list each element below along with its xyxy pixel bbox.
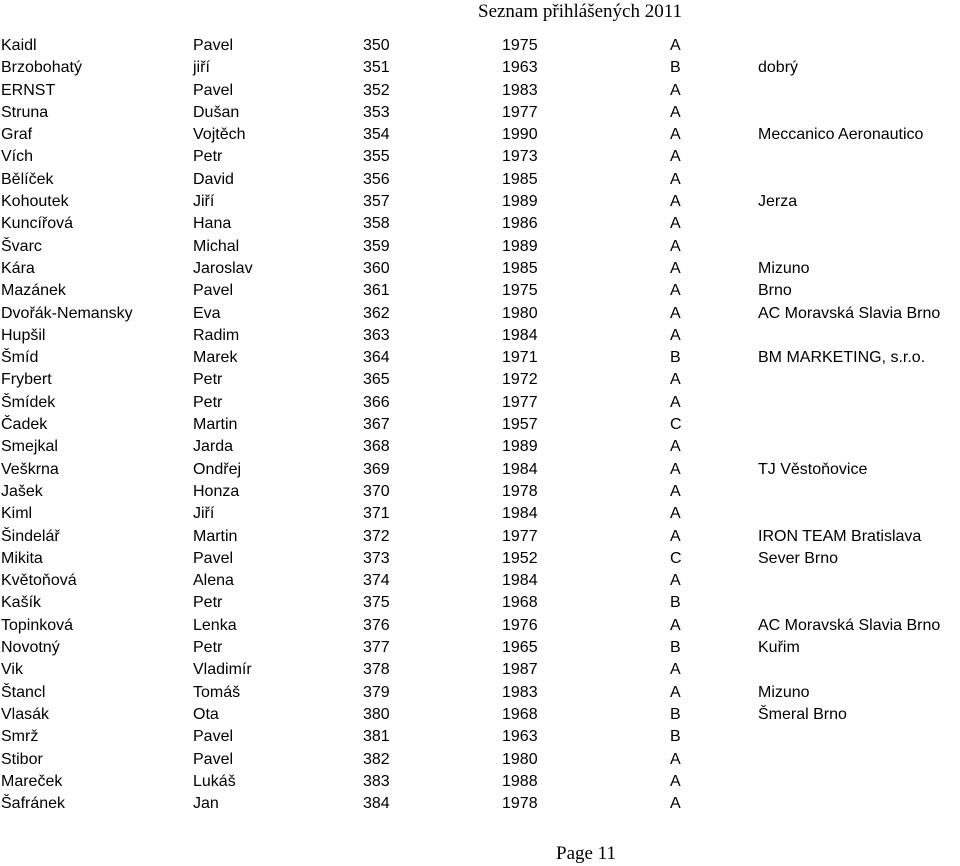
start-number-cell: 366 (363, 393, 390, 411)
category-cell: A (670, 527, 681, 545)
category-cell: A (670, 304, 681, 322)
first-name-cell: Dušan (193, 103, 240, 121)
surname-cell: Mareček (1, 772, 63, 790)
birth-year-cell: 1989 (502, 193, 538, 211)
start-number-cell: 350 (363, 37, 390, 54)
surname-cell: Šindelář (1, 527, 60, 545)
surname-cell: Kuncířová (1, 215, 74, 233)
start-number-cell: 370 (363, 482, 390, 500)
category-cell: A (670, 193, 681, 211)
start-number-cell: 361 (363, 282, 390, 300)
category-cell: C (670, 416, 682, 434)
club-cell: Kuřim (758, 639, 800, 657)
club-cell: Mizuno (758, 683, 810, 701)
table-row (0, 459, 960, 481)
surname-cell: Stibor (1, 750, 43, 768)
club-cell: Sever Brno (758, 549, 839, 567)
birth-year-cell: 1988 (502, 772, 538, 790)
club-cell: dobrý (758, 59, 799, 77)
first-name-cell: Pavel (193, 750, 234, 768)
table-row (0, 704, 960, 726)
category-cell: B (670, 639, 681, 657)
birth-year-cell: 1978 (502, 482, 538, 500)
surname-cell: Veškrna (1, 460, 59, 478)
surname-cell: Vích (1, 148, 34, 166)
start-number-cell: 369 (363, 460, 390, 478)
surname-cell: Dvořák-Nemansky (1, 304, 133, 322)
page-title: Seznam přihlášených 2011 (478, 1, 683, 22)
table-row (0, 637, 960, 659)
surname-cell: Květoňová (1, 572, 77, 590)
club-cell: Šmeral Brno (758, 705, 847, 723)
birth-year-cell: 1987 (502, 661, 538, 679)
start-number-cell: 380 (363, 705, 390, 723)
table-row (0, 236, 960, 258)
surname-cell: Šmídek (1, 393, 56, 411)
club-cell: IRON TEAM Bratislava (758, 527, 922, 545)
category-cell: A (670, 81, 681, 99)
start-number-cell: 365 (363, 371, 390, 389)
first-name-cell: Alena (193, 572, 234, 590)
table-row (0, 102, 960, 124)
start-number-cell: 356 (363, 170, 390, 188)
club-cell: Brno (758, 282, 792, 300)
start-number-cell: 373 (363, 549, 390, 567)
table-row (0, 392, 960, 414)
birth-year-cell: 1977 (502, 527, 538, 545)
start-number-cell: 357 (363, 193, 390, 211)
category-cell: A (670, 215, 681, 233)
start-number-cell: 377 (363, 639, 390, 657)
category-cell: A (670, 393, 681, 411)
table-row (0, 57, 960, 79)
surname-cell: ERNST (1, 81, 56, 99)
birth-year-cell: 1977 (502, 393, 538, 411)
start-number-cell: 359 (363, 237, 390, 255)
category-cell: A (670, 572, 681, 590)
table-row (0, 347, 960, 369)
surname-cell: Kašík (1, 594, 42, 612)
start-number-cell: 351 (363, 59, 390, 77)
first-name-cell: Petr (193, 639, 223, 657)
start-number-cell: 383 (363, 772, 390, 790)
birth-year-cell: 1986 (502, 215, 538, 233)
category-cell: A (670, 103, 681, 121)
table-row (0, 213, 960, 235)
start-number-cell: 368 (363, 438, 390, 456)
category-cell: A (670, 616, 681, 634)
birth-year-cell: 1968 (502, 594, 538, 612)
birth-year-cell: 1980 (502, 304, 538, 322)
category-cell: A (670, 126, 681, 144)
start-number-cell: 379 (363, 683, 390, 701)
table-row (0, 503, 960, 525)
category-cell: B (670, 349, 681, 367)
first-name-cell: Pavel (193, 282, 234, 300)
surname-cell: Čadek (1, 416, 48, 434)
birth-year-cell: 1972 (502, 371, 538, 389)
club-cell: Jerza (758, 193, 798, 211)
surname-cell: Bělíček (1, 170, 54, 188)
first-name-cell: Lenka (193, 616, 237, 634)
surname-cell: Topinková (1, 616, 74, 634)
birth-year-cell: 1963 (502, 59, 538, 77)
start-number-cell: 354 (363, 126, 390, 144)
table-row (0, 369, 960, 391)
birth-year-cell: 1985 (502, 170, 538, 188)
start-number-cell: 374 (363, 572, 390, 590)
table-row (0, 793, 960, 815)
birth-year-cell: 1984 (502, 460, 538, 478)
birth-year-cell: 1980 (502, 750, 538, 768)
table-row (0, 726, 960, 748)
first-name-cell: Pavel (193, 37, 234, 54)
first-name-cell: Petr (193, 393, 223, 411)
birth-year-cell: 1971 (502, 349, 538, 367)
table-row (0, 169, 960, 191)
club-cell: Meccanico Aeronautico (758, 126, 924, 144)
category-cell: A (670, 795, 681, 813)
page-number: Page 11 (556, 843, 616, 864)
first-name-cell: Lukáš (193, 772, 236, 790)
birth-year-cell: 1985 (502, 259, 538, 277)
category-cell: B (670, 728, 681, 746)
birth-year-cell: 1990 (502, 126, 538, 144)
birth-year-cell: 1957 (502, 416, 538, 434)
start-number-cell: 364 (363, 349, 390, 367)
start-number-cell: 372 (363, 527, 390, 545)
category-cell: A (670, 170, 681, 188)
start-number-cell: 367 (363, 416, 390, 434)
start-number-cell: 363 (363, 326, 390, 344)
surname-cell: Graf (1, 126, 33, 144)
table-row (0, 570, 960, 592)
category-cell: A (670, 661, 681, 679)
surname-cell: Hupšil (1, 326, 46, 344)
start-number-cell: 360 (363, 259, 390, 277)
table-row (0, 749, 960, 771)
category-cell: A (670, 371, 681, 389)
first-name-cell: Ota (193, 705, 219, 723)
first-name-cell: Eva (193, 304, 221, 322)
surname-cell: Kiml (1, 505, 33, 523)
table-row (0, 659, 960, 681)
birth-year-cell: 1965 (502, 639, 538, 657)
first-name-cell: Martin (193, 527, 238, 545)
surname-cell: Mikita (1, 549, 43, 567)
table-row (0, 615, 960, 637)
category-cell: B (670, 594, 681, 612)
first-name-cell: Radim (193, 326, 240, 344)
first-name-cell: Petr (193, 371, 223, 389)
category-cell: A (670, 438, 681, 456)
table-row (0, 481, 960, 503)
club-cell: AC Moravská Slavia Brno (758, 304, 941, 322)
start-number-cell: 352 (363, 81, 390, 99)
birth-year-cell: 1984 (502, 572, 538, 590)
category-cell: A (670, 282, 681, 300)
first-name-cell: Michal (193, 237, 240, 255)
surname-cell: Brzobohatý (1, 59, 82, 77)
start-number-cell: 384 (363, 795, 390, 813)
birth-year-cell: 1976 (502, 616, 538, 634)
surname-cell: Kaidl (1, 37, 37, 54)
birth-year-cell: 1983 (502, 81, 538, 99)
category-cell: A (670, 237, 681, 255)
birth-year-cell: 1983 (502, 683, 538, 701)
category-cell: A (670, 505, 681, 523)
first-name-cell: Petr (193, 594, 223, 612)
table-row (0, 280, 960, 302)
surname-cell: Vik (1, 661, 23, 679)
category-cell: A (670, 482, 681, 500)
table-row (0, 592, 960, 614)
birth-year-cell: 1975 (502, 282, 538, 300)
first-name-cell: Honza (193, 482, 240, 500)
entries-table (0, 35, 960, 815)
category-cell: A (670, 772, 681, 790)
first-name-cell: Jiří (193, 505, 215, 523)
first-name-cell: Martin (193, 416, 238, 434)
surname-cell: Švarc (1, 237, 42, 255)
birth-year-cell: 1973 (502, 148, 538, 166)
category-cell: A (670, 326, 681, 344)
first-name-cell: jiří (193, 59, 210, 77)
start-number-cell: 375 (363, 594, 390, 612)
first-name-cell: Marek (193, 349, 238, 367)
start-number-cell: 355 (363, 148, 390, 166)
first-name-cell: Pavel (193, 549, 234, 567)
start-number-cell: 382 (363, 750, 390, 768)
birth-year-cell: 1963 (502, 728, 538, 746)
table-row (0, 191, 960, 213)
first-name-cell: Vojtěch (193, 126, 246, 144)
category-cell: A (670, 37, 681, 54)
surname-cell: Vlasák (1, 705, 50, 723)
club-cell: BM MARKETING, s.r.o. (758, 349, 926, 367)
birth-year-cell: 1952 (502, 549, 538, 567)
first-name-cell: Vladimír (193, 661, 252, 679)
surname-cell: Smejkal (1, 438, 58, 456)
first-name-cell: Jaroslav (193, 259, 253, 277)
club-cell: TJ Věstoňovice (758, 460, 868, 478)
start-number-cell: 358 (363, 215, 390, 233)
birth-year-cell: 1989 (502, 237, 538, 255)
start-number-cell: 376 (363, 616, 390, 634)
birth-year-cell: 1975 (502, 37, 538, 54)
start-number-cell: 362 (363, 304, 390, 322)
category-cell: A (670, 148, 681, 166)
first-name-cell: Jan (193, 795, 219, 813)
table-row (0, 146, 960, 168)
start-number-cell: 378 (363, 661, 390, 679)
first-name-cell: Petr (193, 148, 223, 166)
club-cell: Mizuno (758, 259, 810, 277)
start-number-cell: 381 (363, 728, 390, 746)
first-name-cell: David (193, 170, 234, 188)
surname-cell: Šmíd (1, 349, 39, 367)
table-row (0, 124, 960, 146)
surname-cell: Struna (1, 103, 49, 121)
birth-year-cell: 1977 (502, 103, 538, 121)
surname-cell: Smrž (1, 728, 39, 746)
category-cell: A (670, 683, 681, 701)
category-cell: C (670, 549, 682, 567)
table-row (0, 771, 960, 793)
table-row (0, 526, 960, 548)
first-name-cell: Pavel (193, 81, 234, 99)
surname-cell: Kára (1, 259, 35, 277)
surname-cell: Šafránek (1, 795, 66, 813)
birth-year-cell: 1978 (502, 795, 538, 813)
club-cell: AC Moravská Slavia Brno (758, 616, 941, 634)
table-row (0, 35, 960, 57)
surname-cell: Kohoutek (1, 193, 69, 211)
table-row (0, 414, 960, 436)
table-row (0, 548, 960, 570)
surname-cell: Frybert (1, 371, 52, 389)
table-row (0, 303, 960, 325)
first-name-cell: Tomáš (193, 683, 241, 701)
table-row (0, 80, 960, 102)
birth-year-cell: 1984 (502, 326, 538, 344)
category-cell: B (670, 705, 681, 723)
surname-cell: Jašek (1, 482, 43, 500)
birth-year-cell: 1968 (502, 705, 538, 723)
start-number-cell: 353 (363, 103, 390, 121)
table-row (0, 436, 960, 458)
start-number-cell: 371 (363, 505, 390, 523)
table-row (0, 258, 960, 280)
category-cell: B (670, 59, 681, 77)
table-row (0, 682, 960, 704)
first-name-cell: Ondřej (193, 460, 242, 478)
surname-cell: Novotný (1, 639, 60, 657)
first-name-cell: Jiří (193, 193, 215, 211)
first-name-cell: Jarda (193, 438, 234, 456)
category-cell: A (670, 750, 681, 768)
surname-cell: Štancl (1, 683, 46, 701)
surname-cell: Mazánek (1, 282, 66, 300)
table-row (0, 325, 960, 347)
category-cell: A (670, 259, 681, 277)
first-name-cell: Pavel (193, 728, 234, 746)
birth-year-cell: 1989 (502, 438, 538, 456)
birth-year-cell: 1984 (502, 505, 538, 523)
first-name-cell: Hana (193, 215, 232, 233)
category-cell: A (670, 460, 681, 478)
